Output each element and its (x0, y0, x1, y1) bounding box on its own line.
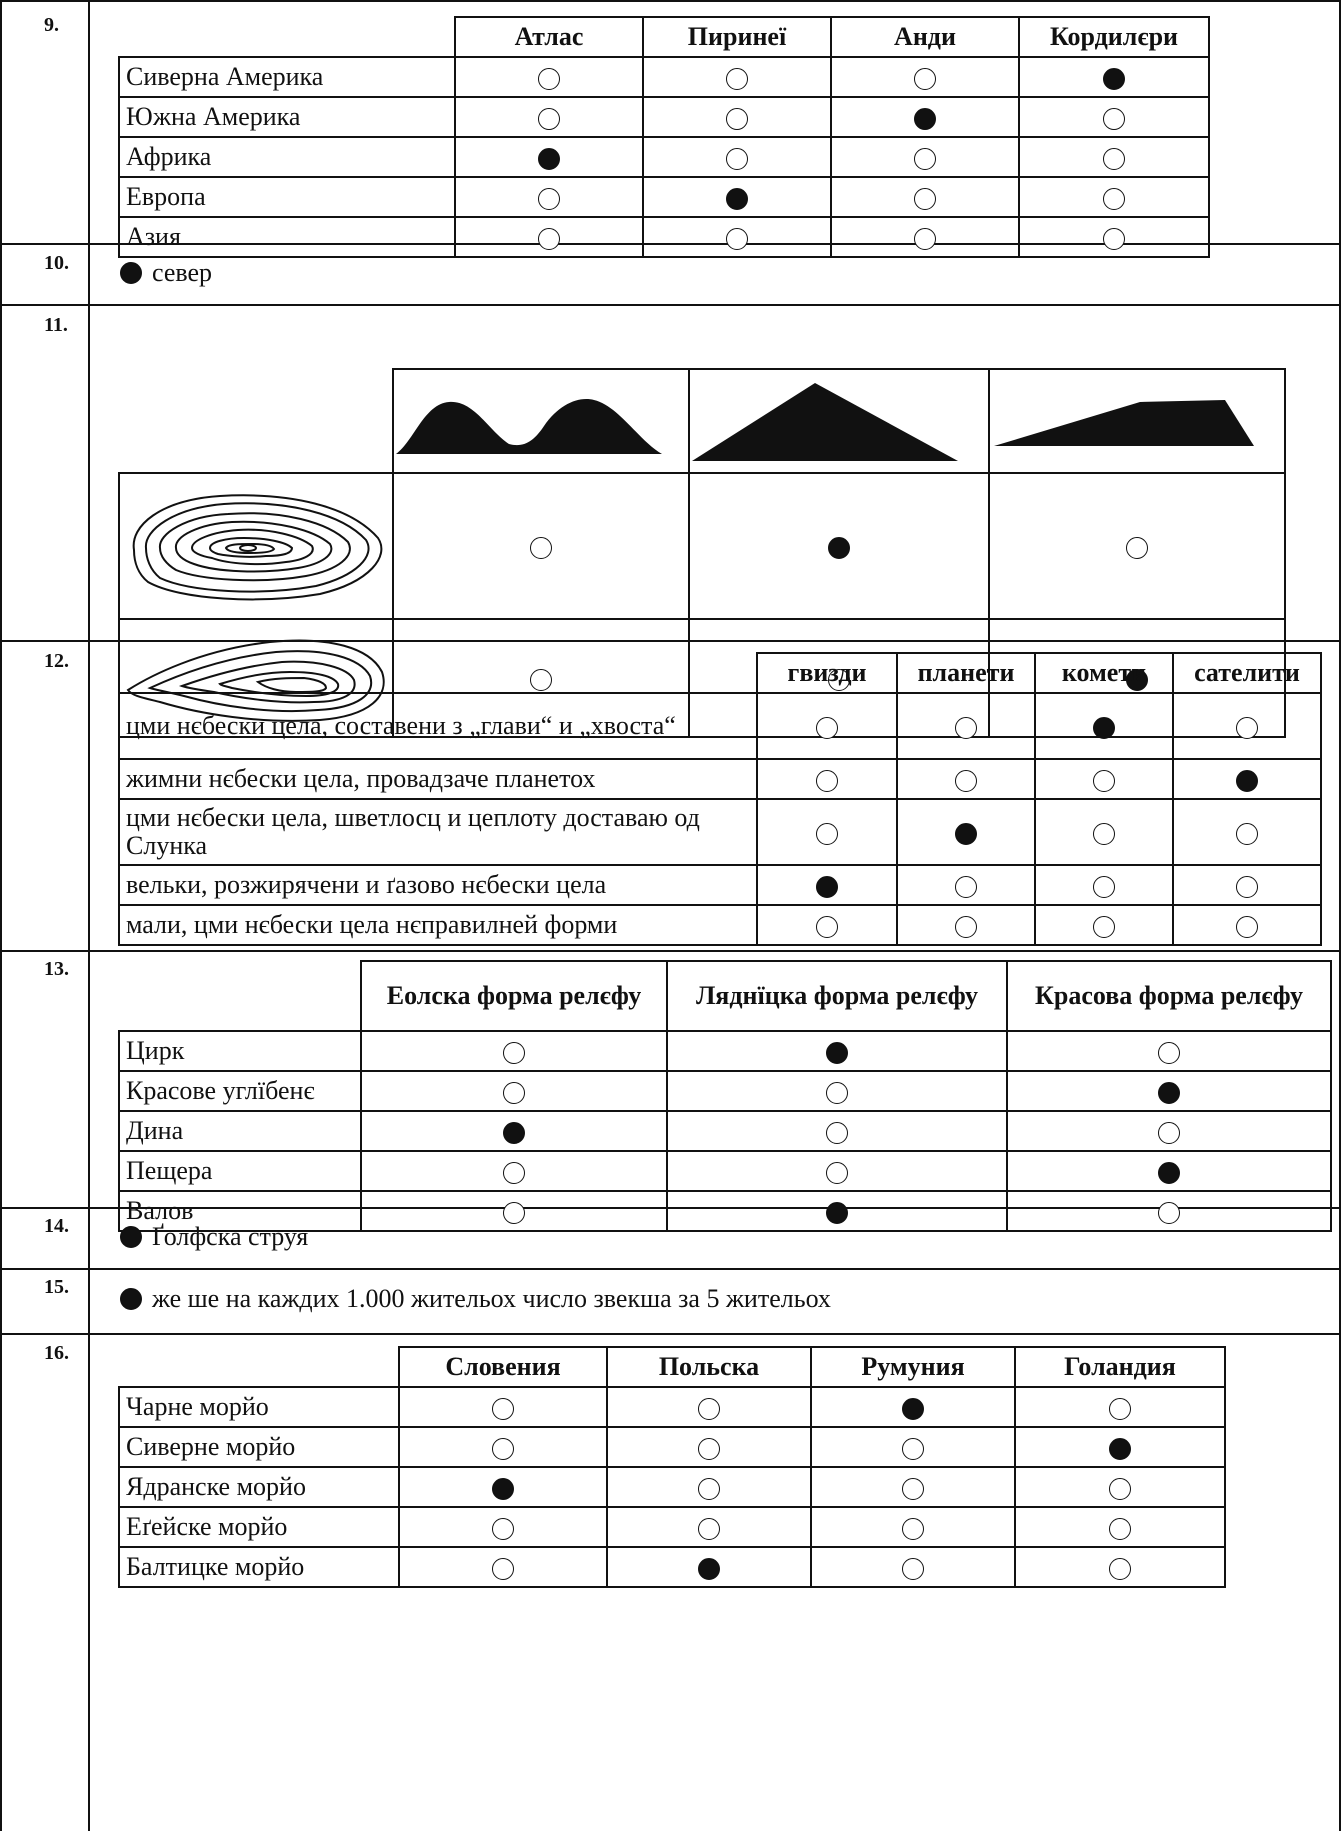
column-header: комети (1035, 653, 1173, 693)
answer-cell[interactable] (361, 1111, 667, 1151)
answer-text: же ше на каждих 1.000 жительох число звекша за 5 жительох (152, 1284, 831, 1313)
row-label: Африка (119, 137, 455, 177)
radio-empty[interactable] (1236, 717, 1258, 739)
row-divider (0, 950, 1341, 952)
radio-empty[interactable] (492, 1558, 514, 1580)
row-label: мали, цми нєбески цела нєправилней форми (119, 905, 757, 945)
answer-cell[interactable] (1019, 137, 1209, 177)
radio-empty[interactable] (503, 1162, 525, 1184)
q16-table (118, 1346, 1226, 1588)
empty-corner (119, 369, 393, 473)
radio-empty[interactable] (914, 228, 936, 250)
radio-empty[interactable] (1236, 916, 1258, 938)
radio-filled[interactable] (902, 1398, 924, 1420)
radio-empty[interactable] (816, 770, 838, 792)
answer-cell[interactable] (757, 865, 897, 905)
answer-cell[interactable] (393, 473, 689, 619)
row-label: Валов (119, 1191, 361, 1231)
radio-empty[interactable] (1103, 188, 1125, 210)
row-label: Красове углїбенє (119, 1071, 361, 1111)
answer-cell[interactable] (831, 217, 1019, 257)
radio-empty[interactable] (1158, 1122, 1180, 1144)
answer-cell[interactable] (643, 177, 831, 217)
answer-cell[interactable] (455, 137, 643, 177)
radio-empty[interactable] (1103, 228, 1125, 250)
answer-cell[interactable] (667, 1111, 1007, 1151)
row-label: Сиверне морйо (119, 1427, 399, 1467)
answer-cell[interactable] (667, 1071, 1007, 1111)
row-divider (0, 1268, 1341, 1270)
answer-cell[interactable] (643, 217, 831, 257)
q12-table (118, 652, 1322, 946)
table-row (119, 57, 1209, 97)
answer-text: север (152, 258, 213, 287)
answer-cell[interactable] (1019, 97, 1209, 137)
answer-cell[interactable] (1019, 177, 1209, 217)
q14-answer (120, 1222, 308, 1252)
table-row (119, 217, 1209, 257)
row-label: Дина (119, 1111, 361, 1151)
row-label: Южна Америка (119, 97, 455, 137)
q13-table (118, 960, 1332, 1232)
radio-empty[interactable] (1093, 876, 1115, 898)
answer-cell[interactable] (361, 1151, 667, 1191)
radio-filled[interactable] (955, 823, 977, 845)
radio-filled[interactable] (914, 108, 936, 130)
radio-empty[interactable] (816, 717, 838, 739)
radio-empty[interactable] (530, 537, 552, 559)
table-row (119, 1151, 1331, 1191)
radio-filled[interactable] (826, 1202, 848, 1224)
column-header: Словения (399, 1347, 607, 1387)
radio-empty[interactable] (538, 228, 560, 250)
q9-table (118, 16, 1210, 258)
number-column-divider (88, 0, 90, 1831)
answer-cell[interactable] (1173, 799, 1321, 865)
answer-cell[interactable] (1035, 693, 1173, 759)
radio-empty[interactable] (726, 228, 748, 250)
radio-filled[interactable] (1109, 1438, 1131, 1460)
radio-empty[interactable] (955, 717, 977, 739)
answer-cell[interactable] (831, 97, 1019, 137)
answer-cell[interactable] (811, 1547, 1015, 1587)
column-header: Красова форма релєфу (1007, 961, 1331, 1031)
answer-cell[interactable] (399, 1387, 607, 1427)
row-divider (0, 0, 1341, 2)
radio-filled[interactable] (1093, 717, 1115, 739)
outer-left-border (0, 0, 2, 1831)
radio-empty[interactable] (1109, 1398, 1131, 1420)
answer-cell[interactable] (399, 1507, 607, 1547)
contour-concentric-oval-icon (119, 473, 393, 619)
empty-corner (119, 653, 757, 693)
question-number: 14. (44, 1215, 69, 1237)
radio-filled[interactable] (698, 1558, 720, 1580)
column-header: Еолска форма релєфу (361, 961, 667, 1031)
radio-empty[interactable] (914, 188, 936, 210)
radio-empty[interactable] (492, 1518, 514, 1540)
answer-cell[interactable] (811, 1427, 1015, 1467)
radio-empty[interactable] (698, 1398, 720, 1420)
radio-filled[interactable] (826, 1042, 848, 1064)
answer-cell[interactable] (1015, 1467, 1225, 1507)
radio-filled[interactable] (1236, 770, 1258, 792)
answer-cell[interactable] (1007, 1151, 1331, 1191)
radio-empty[interactable] (1236, 823, 1258, 845)
column-header: планети (897, 653, 1035, 693)
answer-dot (120, 1288, 142, 1310)
radio-empty[interactable] (826, 1082, 848, 1104)
radio-empty[interactable] (492, 1438, 514, 1460)
radio-empty[interactable] (726, 68, 748, 90)
radio-filled[interactable] (1103, 68, 1125, 90)
answer-cell[interactable] (831, 137, 1019, 177)
radio-empty[interactable] (1109, 1478, 1131, 1500)
answer-cell[interactable] (1015, 1427, 1225, 1467)
row-label: Азия (119, 217, 455, 257)
row-divider (0, 1333, 1341, 1335)
answer-cell[interactable] (1015, 1507, 1225, 1547)
row-label: жимни нєбески цела, провадзаче планетох (119, 759, 757, 799)
answer-cell[interactable] (399, 1427, 607, 1467)
radio-filled[interactable] (538, 148, 560, 170)
table-row (119, 1427, 1225, 1467)
radio-filled[interactable] (816, 876, 838, 898)
table-row (119, 1547, 1225, 1587)
radio-empty[interactable] (538, 108, 560, 130)
answer-cell[interactable] (1015, 1387, 1225, 1427)
answer-cell[interactable] (1007, 1031, 1331, 1071)
answer-cell[interactable] (361, 1191, 667, 1231)
empty-corner (119, 17, 455, 57)
radio-empty[interactable] (503, 1042, 525, 1064)
answer-cell[interactable] (1035, 799, 1173, 865)
radio-empty[interactable] (826, 1122, 848, 1144)
answer-cell[interactable] (607, 1547, 811, 1587)
radio-empty[interactable] (902, 1558, 924, 1580)
radio-empty[interactable] (955, 916, 977, 938)
question-number: 9. (44, 14, 59, 36)
answer-cell[interactable] (1173, 905, 1321, 945)
answer-dot (120, 1226, 142, 1248)
radio-empty[interactable] (914, 68, 936, 90)
answer-cell[interactable] (1173, 759, 1321, 799)
answer-cell[interactable] (643, 57, 831, 97)
table-row (119, 905, 1321, 945)
row-label: Балтицке морйо (119, 1547, 399, 1587)
answer-cell[interactable] (607, 1427, 811, 1467)
radio-filled[interactable] (503, 1122, 525, 1144)
table-row (119, 1071, 1331, 1111)
table-row (119, 865, 1321, 905)
column-header: Пиринеї (643, 17, 831, 57)
answer-cell[interactable] (361, 1031, 667, 1071)
radio-empty[interactable] (1236, 876, 1258, 898)
radio-empty[interactable] (1093, 916, 1115, 938)
table-row (119, 97, 1209, 137)
radio-empty[interactable] (538, 68, 560, 90)
answer-cell[interactable] (831, 177, 1019, 217)
radio-empty[interactable] (1109, 1518, 1131, 1540)
radio-empty[interactable] (538, 188, 560, 210)
radio-empty[interactable] (902, 1478, 924, 1500)
table-row (119, 177, 1209, 217)
row-label: Цирк (119, 1031, 361, 1071)
answer-cell[interactable] (897, 693, 1035, 759)
answer-cell[interactable] (455, 217, 643, 257)
answer-cell[interactable] (1015, 1547, 1225, 1587)
answer-cell[interactable] (811, 1387, 1015, 1427)
answer-cell[interactable] (399, 1547, 607, 1587)
answer-cell[interactable] (1035, 905, 1173, 945)
radio-empty[interactable] (1103, 108, 1125, 130)
answer-cell[interactable] (897, 905, 1035, 945)
answer-dot (120, 262, 142, 284)
column-header: гвизди (757, 653, 897, 693)
answer-cell[interactable] (667, 1151, 1007, 1191)
answer-cell[interactable] (643, 137, 831, 177)
column-header: сателити (1173, 653, 1321, 693)
answer-cell[interactable] (811, 1507, 1015, 1547)
row-label: вельки, розжирячени и ґазово нєбески цела (119, 865, 757, 905)
table-row (119, 1387, 1225, 1427)
radio-empty[interactable] (902, 1438, 924, 1460)
answer-cell[interactable] (607, 1387, 811, 1427)
answer-cell[interactable] (455, 177, 643, 217)
answer-cell[interactable] (667, 1031, 1007, 1071)
question-number: 12. (44, 650, 69, 672)
answer-cell[interactable] (643, 97, 831, 137)
answer-cell[interactable] (831, 57, 1019, 97)
radio-empty[interactable] (1109, 1558, 1131, 1580)
answer-cell[interactable] (1035, 865, 1173, 905)
answer-cell[interactable] (689, 473, 989, 619)
table-row (119, 1467, 1225, 1507)
answer-cell[interactable] (1007, 1191, 1331, 1231)
answer-cell[interactable] (757, 759, 897, 799)
radio-empty[interactable] (816, 823, 838, 845)
radio-filled[interactable] (492, 1478, 514, 1500)
question-number: 10. (44, 252, 69, 274)
answer-cell[interactable] (1019, 57, 1209, 97)
radio-empty[interactable] (816, 916, 838, 938)
profile-slope-icon (989, 369, 1285, 473)
radio-empty[interactable] (826, 1162, 848, 1184)
answer-cell[interactable] (757, 799, 897, 865)
radio-empty[interactable] (698, 1438, 720, 1460)
radio-empty[interactable] (1103, 148, 1125, 170)
column-header: Румуния (811, 1347, 1015, 1387)
answer-cell[interactable] (811, 1467, 1015, 1507)
answer-cell[interactable] (361, 1071, 667, 1111)
column-header: Голандия (1015, 1347, 1225, 1387)
answer-cell[interactable] (989, 473, 1285, 619)
answer-cell[interactable] (897, 759, 1035, 799)
row-label: Еґейске морйо (119, 1507, 399, 1547)
answer-cell[interactable] (1007, 1071, 1331, 1111)
question-number: 15. (44, 1276, 69, 1298)
q10-answer (120, 258, 212, 288)
radio-empty[interactable] (1158, 1042, 1180, 1064)
row-label: цми нєбески цела, шветлосц и цеплоту доставаю од Слунка (119, 799, 757, 865)
row-label: Пещера (119, 1151, 361, 1191)
answer-cell[interactable] (897, 799, 1035, 865)
radio-filled[interactable] (726, 188, 748, 210)
table-row (119, 693, 1321, 759)
row-label: Ядранске морйо (119, 1467, 399, 1507)
radio-empty[interactable] (955, 770, 977, 792)
radio-empty[interactable] (698, 1478, 720, 1500)
answer-cell[interactable] (455, 57, 643, 97)
row-label: Сиверна Америка (119, 57, 455, 97)
column-header: Кордилєри (1019, 17, 1209, 57)
table-row (119, 799, 1321, 865)
row-label: Чарне морйо (119, 1387, 399, 1427)
answer-cell[interactable] (757, 693, 897, 759)
radio-empty[interactable] (698, 1518, 720, 1540)
answer-cell[interactable] (897, 865, 1035, 905)
answer-cell[interactable] (455, 97, 643, 137)
answer-cell[interactable] (1035, 759, 1173, 799)
answer-cell[interactable] (757, 905, 897, 945)
radio-empty[interactable] (726, 108, 748, 130)
table-row (119, 137, 1209, 177)
radio-empty[interactable] (503, 1082, 525, 1104)
profile-twin-peaks-icon (393, 369, 689, 473)
row-label: Европа (119, 177, 455, 217)
table-row (119, 1111, 1331, 1151)
table-row (119, 1031, 1331, 1071)
radio-empty[interactable] (1126, 537, 1148, 559)
column-header: Польска (607, 1347, 811, 1387)
answer-cell[interactable] (1173, 865, 1321, 905)
question-number: 16. (44, 1342, 69, 1364)
answer-text: Ґолфска струя (152, 1222, 309, 1251)
radio-filled[interactable] (1158, 1082, 1180, 1104)
radio-empty[interactable] (1093, 823, 1115, 845)
answer-cell[interactable] (607, 1507, 811, 1547)
radio-empty[interactable] (726, 148, 748, 170)
question-number: 11. (44, 314, 68, 336)
radio-filled[interactable] (828, 537, 850, 559)
column-header: Анди (831, 17, 1019, 57)
row-label: цми нєбески цела, составени з „глави“ и „хвоста“ (119, 693, 757, 759)
radio-empty[interactable] (902, 1518, 924, 1540)
table-row (119, 1507, 1225, 1547)
empty-corner (119, 1347, 399, 1387)
radio-empty[interactable] (492, 1398, 514, 1420)
answer-cell[interactable] (399, 1467, 607, 1507)
table-row (119, 759, 1321, 799)
answer-cell[interactable] (667, 1191, 1007, 1231)
answer-cell[interactable] (1007, 1111, 1331, 1151)
column-header: Атлас (455, 17, 643, 57)
row-divider (0, 304, 1341, 306)
radio-empty[interactable] (1093, 770, 1115, 792)
radio-filled[interactable] (1158, 1162, 1180, 1184)
column-header: Ляднїцка форма релєфу (667, 961, 1007, 1031)
radio-empty[interactable] (503, 1202, 525, 1224)
answer-cell[interactable] (1019, 217, 1209, 257)
answer-cell[interactable] (1173, 693, 1321, 759)
q15-answer (120, 1284, 831, 1314)
radio-empty[interactable] (1158, 1202, 1180, 1224)
radio-empty[interactable] (955, 876, 977, 898)
question-number: 13. (44, 958, 69, 980)
radio-empty[interactable] (914, 148, 936, 170)
empty-corner (119, 961, 361, 1031)
answer-cell[interactable] (607, 1467, 811, 1507)
profile-triangle-icon (689, 369, 989, 473)
